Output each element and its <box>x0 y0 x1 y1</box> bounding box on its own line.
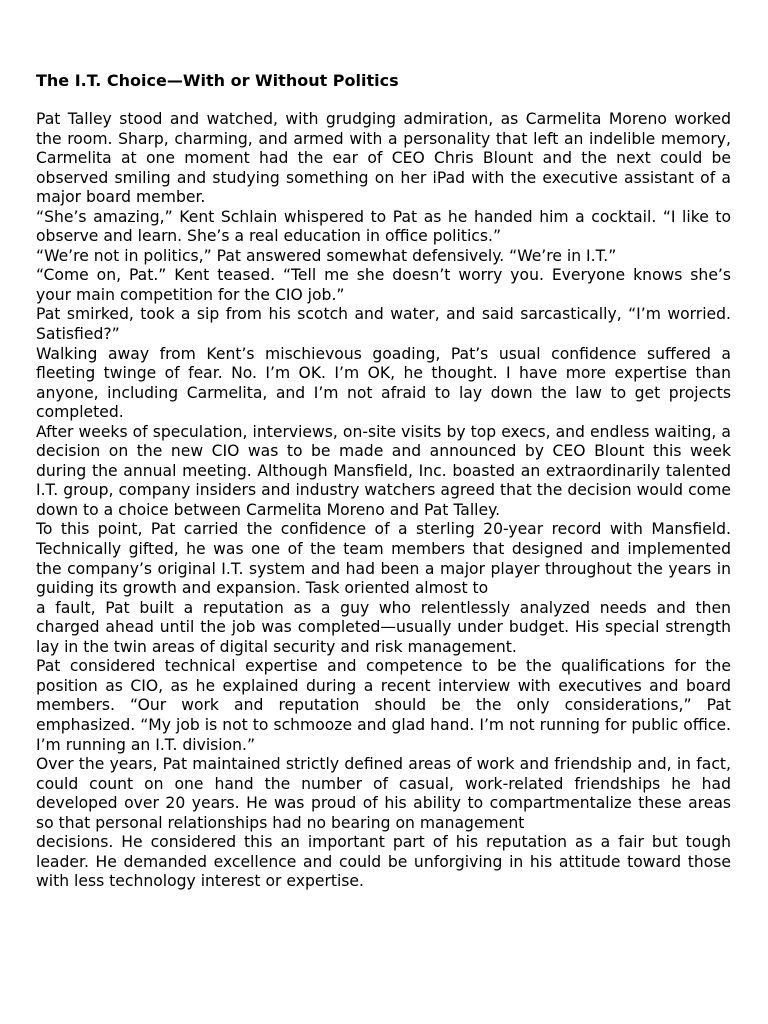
paragraph: “She’s amazing,” Kent Schlain whispered to Pat as he handed him a cocktail. “I like to observe and learn. She’s a real education in office politics.” <box>36 207 731 246</box>
paragraph: Pat smirked, took a sip from his scotch and water, and said sarcastically, “I’m worried. Satisfied?” <box>36 305 731 344</box>
paragraph: To this point, Pat carried the confidence of a sterling 20-year record with Mansfield. Technically gifted, he was one of the team members that designed and implemented the company’s original I.T. system and had been a major player throughout the years in guiding its growth and expansion. Task oriented almost to <box>36 520 731 598</box>
paragraph: Pat Talley stood and watched, with grudging admiration, as Carmelita Moreno worked the room. Sharp, charming, and armed with a personality that left an indelible memory, Carmelita at one moment had the ear of CEO Chris Blount and the next could be observed smiling and studying something on her iPad with the executive assistant of a major board member. <box>36 110 731 207</box>
paragraph: After weeks of speculation, interviews, on-site visits by top execs, and endless waiting, a decision on the new CIO was to be made and announced by CEO Blount this week during the annual meeting. Although Mansfield, Inc. boasted an extraordinarily talented I.T. group, company insiders and industry watchers agreed that the decision would come down to a choice between Carmelita Moreno and Pat Talley. <box>36 422 731 519</box>
paragraph: Pat considered technical expertise and competence to be the qualifications for the position as CIO, as he explained during a recent interview with executives and board members. “Our work and reputation should be the only considerations,” Pat emphasized. “My job is not to schmooze and glad hand. I’m not running for public office. I’m running an I.T. division.” <box>36 657 731 754</box>
paragraph: a fault, Pat built a reputation as a guy who relentlessly analyzed needs and then charged ahead until the job was completed—usually under budget. His special strength lay in the twin areas of digital security and risk management. <box>36 598 731 656</box>
document-page <box>36 71 731 892</box>
paragraph: Walking away from Kent’s mischievous goading, Pat’s usual confidence suffered a fleeting twinge of fear. No. I’m OK. I’m OK, he thought. I have more expertise than anyone, including Carmelita, and I’m not afraid to lay down the law to get projects completed. <box>36 344 731 422</box>
document-title: The I.T. Choice—With or Without Politics <box>36 71 399 90</box>
paragraph: “We’re not in politics,” Pat answered somewhat defensively. “We’re in I.T.” <box>36 246 617 265</box>
paragraph: Over the years, Pat maintained strictly defined areas of work and friendship and, in fact, could count on one hand the number of casual, work-related friendships he had developed over 20 years. He was proud of his ability to compartmentalize these areas so that personal relationships had no bearing on management <box>36 755 731 832</box>
paragraph: decisions. He considered this an important part of his reputation as a fair but tough leader. He demanded excellence and could be unforgiving in his attitude toward those with less technology interest or expertise. <box>36 833 731 891</box>
paragraph: “Come on, Pat.” Kent teased. “Tell me she doesn’t worry you. Everyone knows she’s your main competition for the CIO job.” <box>36 266 731 304</box>
